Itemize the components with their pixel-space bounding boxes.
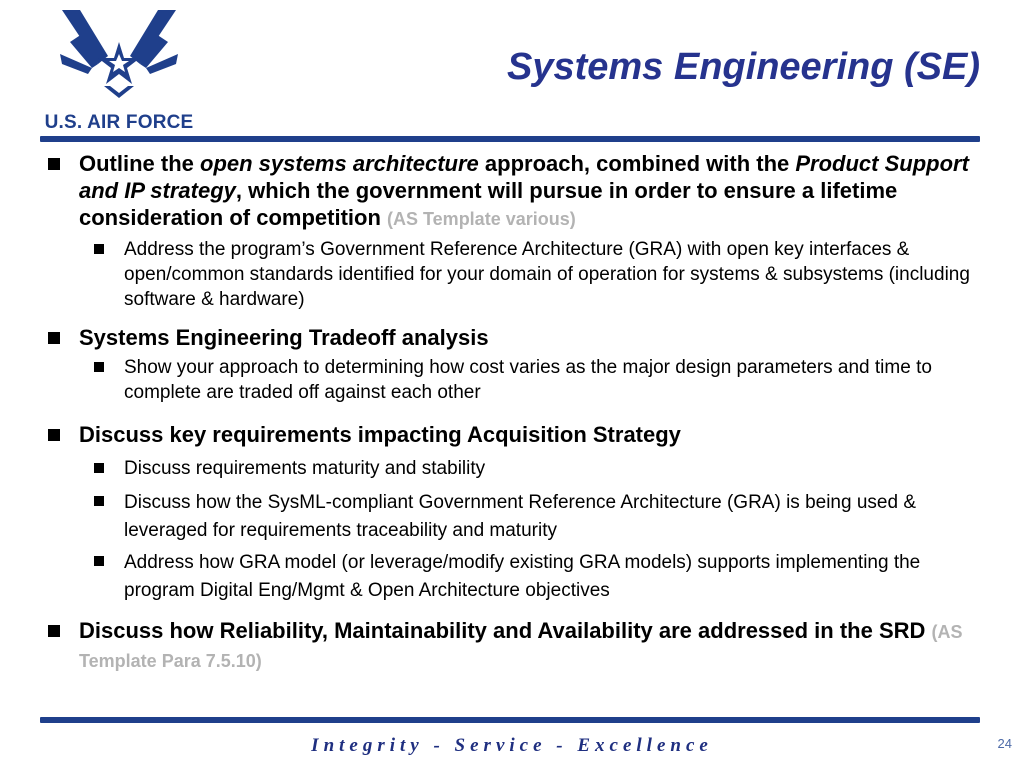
bullet-text: , which the government will pursue in order to ensure a lifetime consideration of competition xyxy=(79,178,898,230)
bullet-open-systems xyxy=(44,150,990,233)
header-divider xyxy=(40,136,980,142)
sub-bullet-text: Address the program’s Government Reference Architecture (GRA) with open key interfaces & open/common standards identified for your domain of operation for systems & subsystems (including software & hardware) xyxy=(124,239,970,310)
bullet-text: Discuss how Reliability, Maintainability and Availability are addressed in the SRD xyxy=(79,618,932,643)
square-bullet-icon xyxy=(94,556,104,566)
template-reference: (AS Template Para 7.5.10) xyxy=(79,622,963,671)
template-reference: (AS Template various) xyxy=(387,209,576,229)
bullet-text-emphasis: Product Support and IP strategy xyxy=(79,151,969,203)
slide-title: Systems Engineering (SE) xyxy=(506,46,980,88)
square-bullet-icon xyxy=(48,332,60,344)
bullet-text: Discuss key requirements impacting Acquisition Strategy xyxy=(79,422,681,447)
sub-bullet-text: Discuss requirements maturity and stability xyxy=(124,458,486,479)
footer-motto: Integrity - Service - Excellence xyxy=(311,735,713,756)
square-bullet-icon xyxy=(48,429,60,441)
page-number: 24 xyxy=(997,736,1012,751)
bullet-text: approach, combined with the xyxy=(478,151,796,176)
bullet-rma xyxy=(44,617,990,675)
air-force-wings-icon xyxy=(58,8,180,100)
sub-bullet-sysml xyxy=(124,489,990,545)
sub-bullet-text: Address how GRA model (or leverage/modify existing GRA models) supports implementing the program Digital Eng/Mgmt & Open Architecture objectives xyxy=(124,552,921,601)
bullet-requirements xyxy=(44,421,990,448)
sub-bullet-gra xyxy=(124,237,990,312)
square-bullet-icon xyxy=(94,463,104,473)
square-bullet-icon xyxy=(48,158,60,170)
square-bullet-icon xyxy=(94,362,104,372)
air-force-logo xyxy=(40,8,198,134)
sub-bullet-text: Discuss how the SysML-compliant Government Reference Architecture (GRA) is being used & leveraged for requirements traceability and maturity xyxy=(124,492,916,541)
sub-bullet-maturity xyxy=(124,456,990,481)
sub-bullet-text: Show your approach to determining how cost varies as the major design parameters and time to complete are traded off against each other xyxy=(124,357,932,403)
footer-divider xyxy=(40,717,980,723)
square-bullet-icon xyxy=(48,625,60,637)
bullet-text-emphasis: open systems architecture xyxy=(200,151,479,176)
bullet-text: Outline the xyxy=(79,151,200,176)
square-bullet-icon xyxy=(94,244,104,254)
bullet-tradeoff xyxy=(44,324,990,351)
square-bullet-icon xyxy=(94,496,104,506)
slide-content xyxy=(44,150,990,675)
sub-bullet-cost xyxy=(124,355,990,405)
sub-bullet-gra-model xyxy=(124,549,990,605)
bullet-text: Systems Engineering Tradeoff analysis xyxy=(79,325,489,350)
logo-wordmark: U.S. AIR FORCE xyxy=(44,112,194,133)
